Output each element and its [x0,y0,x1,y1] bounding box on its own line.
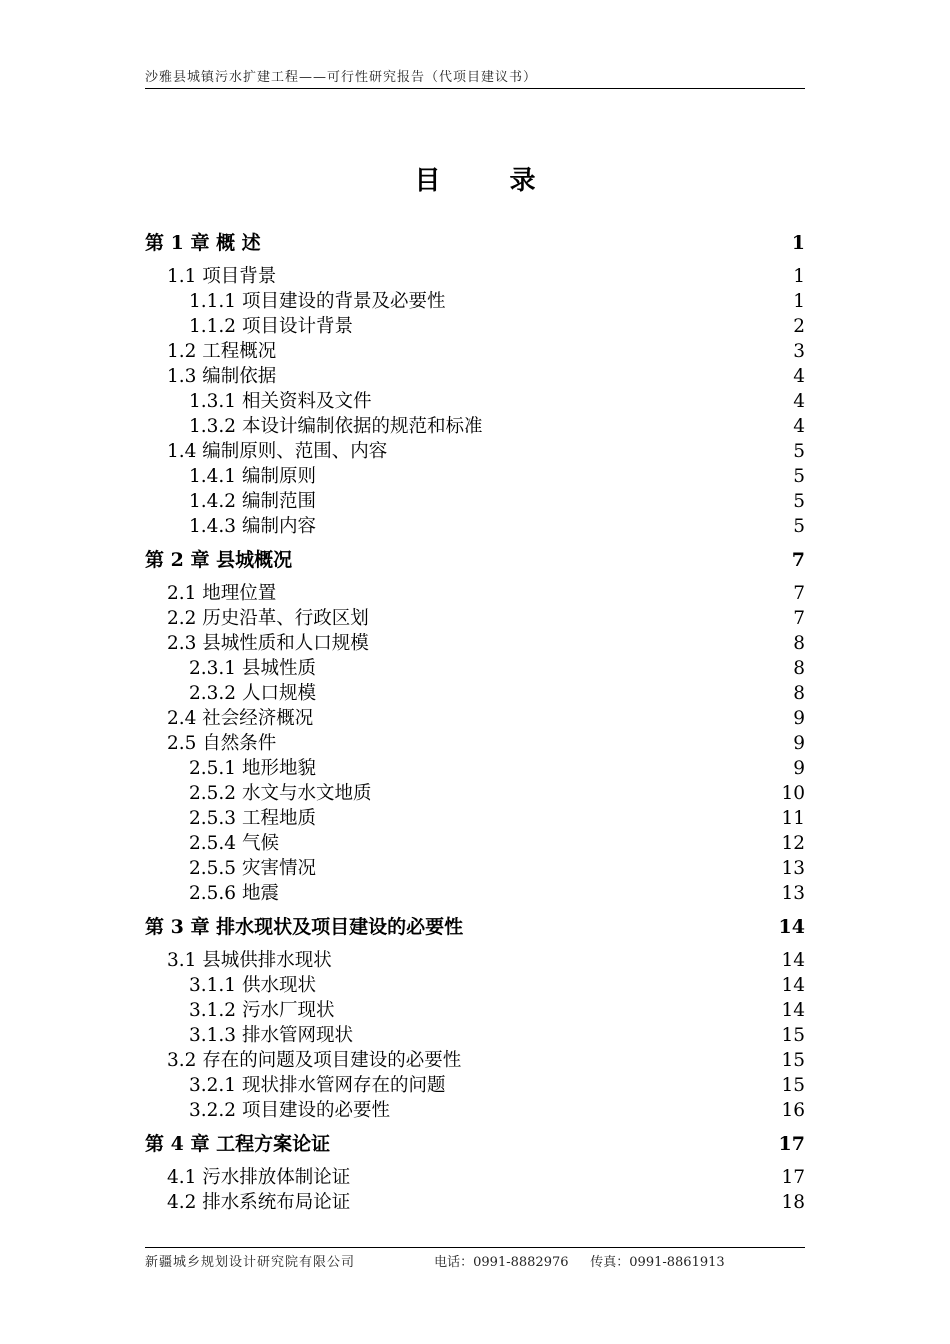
toc-entry-page-number: 8 [793,658,805,679]
toc-entry-sub[interactable] [145,512,805,537]
toc-entry-label: 3.1.3 排水管网现状 [189,1025,353,1046]
toc-entry-page-number: 9 [793,758,805,779]
toc-entry-chapter[interactable] [145,545,805,569]
toc-entry-section[interactable] [145,437,805,462]
toc-entry-section[interactable] [145,1046,805,1071]
toc-entry-page-number: 7 [793,583,805,604]
toc-entry-chapter[interactable] [145,912,805,936]
toc-entry-page-number: 11 [781,808,805,829]
toc-entry-sub[interactable] [145,654,805,679]
toc-entry-page-number: 4 [793,391,805,412]
toc-entry-label: 3.1 县城供排水现状 [167,950,332,971]
toc-entry-page-number: 1 [793,291,805,312]
toc-entry-label: 1.4.3 编制内容 [189,516,316,537]
toc-entry-sub[interactable] [145,804,805,829]
toc-entry-page-number: 15 [781,1025,805,1046]
toc-entry-label: 1.3.2 本设计编制依据的规范和标准 [189,416,483,437]
toc-entry-page-number: 7 [793,608,805,629]
toc-entry-page-number: 13 [781,858,805,879]
toc-entry-section[interactable] [145,946,805,971]
toc-entry-label: 1.3.1 相关资料及文件 [189,391,372,412]
toc-entry-page-number: 13 [781,883,805,904]
toc-entry-page-number: 17 [781,1167,805,1188]
toc-entry-label: 1.4.2 编制范围 [189,491,316,512]
toc-entry-sub[interactable] [145,779,805,804]
toc-entry-label: 3.2.1 现状排水管网存在的问题 [189,1075,446,1096]
page-footer [145,1247,805,1270]
toc-entry-label: 3.2.2 项目建设的必要性 [189,1100,390,1121]
toc-entry-label: 1.4 编制原则、范围、内容 [167,441,388,462]
toc-entry-label: 2.5.2 水文与水文地质 [189,783,372,804]
toc-entry-page-number: 15 [781,1050,805,1071]
toc-entry-label: 1.3 编制依据 [167,366,277,387]
toc-entry-section[interactable] [145,362,805,387]
toc-entry-label: 2.4 社会经济概况 [167,708,314,729]
toc-entry-sub[interactable] [145,387,805,412]
table-of-contents [145,228,805,1213]
toc-entry-label: 2.5.3 工程地质 [189,808,316,829]
toc-entry-page-number: 1 [793,266,805,287]
toc-entry-page-number: 14 [778,916,805,938]
toc-entry-section[interactable] [145,629,805,654]
toc-entry-section[interactable] [145,729,805,754]
toc-entry-page-number: 17 [778,1133,805,1155]
toc-entry-label: 4.1 污水排放体制论证 [167,1167,351,1188]
toc-entry-label: 第 1 章 概 述 [145,232,261,254]
toc-entry-section[interactable] [145,1163,805,1188]
toc-entry-sub[interactable] [145,829,805,854]
toc-entry-label: 1.4.1 编制原则 [189,466,316,487]
toc-entry-page-number: 7 [791,549,805,571]
toc-entry-label: 2.5.6 地震 [189,883,279,904]
toc-entry-label: 2.5 自然条件 [167,733,277,754]
toc-entry-page-number: 18 [781,1192,805,1213]
toc-entry-label: 2.1 地理位置 [167,583,277,604]
toc-entry-sub[interactable] [145,754,805,779]
toc-entry-label: 1.1.2 项目设计背景 [189,316,353,337]
toc-entry-label: 1.2 工程概况 [167,341,277,362]
toc-entry-page-number: 14 [781,950,805,971]
toc-entry-sub[interactable] [145,854,805,879]
toc-entry-page-number: 5 [793,466,805,487]
footer-telephone: 电话：0991-8882976 [434,1255,569,1270]
toc-entry-label: 3.1.1 供水现状 [189,975,316,996]
toc-entry-sub[interactable] [145,879,805,904]
toc-entry-label: 2.5.5 灾害情况 [189,858,316,879]
toc-entry-section[interactable] [145,1188,805,1213]
toc-entry-label: 2.5.4 气候 [189,833,279,854]
toc-entry-page-number: 2 [793,316,805,337]
toc-entry-label: 3.2 存在的问题及项目建设的必要性 [167,1050,462,1071]
toc-entry-section[interactable] [145,604,805,629]
toc-entry-page-number: 5 [793,516,805,537]
toc-entry-page-number: 9 [793,733,805,754]
toc-entry-label: 1.1.1 项目建设的背景及必要性 [189,291,446,312]
toc-entry-sub[interactable] [145,462,805,487]
page-header: 沙雅县城镇污水扩建工程——可行性研究报告（代项目建议书） [145,66,805,89]
toc-entry-label: 3.1.2 污水厂现状 [189,1000,335,1021]
toc-entry-section[interactable] [145,337,805,362]
toc-entry-label: 第 4 章 工程方案论证 [145,1133,331,1155]
toc-entry-label: 2.2 历史沿革、行政区划 [167,608,369,629]
toc-entry-sub[interactable] [145,1021,805,1046]
toc-entry-page-number: 5 [793,441,805,462]
toc-entry-sub[interactable] [145,996,805,1021]
toc-entry-chapter[interactable] [145,228,805,252]
footer-fax: 传真：0991-8861913 [590,1255,725,1270]
toc-entry-sub[interactable] [145,679,805,704]
toc-entry-page-number: 5 [793,491,805,512]
toc-entry-page-number: 14 [781,975,805,996]
page-title: 目 录 [414,166,566,196]
toc-entry-page-number: 14 [781,1000,805,1021]
toc-entry-sub[interactable] [145,1071,805,1096]
toc-entry-sub[interactable] [145,971,805,996]
toc-entry-label: 4.2 排水系统布局论证 [167,1192,351,1213]
toc-entry-label: 2.3 县城性质和人口规模 [167,633,369,654]
toc-entry-page-number: 4 [793,366,805,387]
toc-entry-section[interactable] [145,579,805,604]
toc-entry-page-number: 8 [793,683,805,704]
toc-entry-section[interactable] [145,262,805,287]
toc-entry-label: 1.1 项目背景 [167,266,277,287]
toc-entry-label: 2.5.1 地形地貌 [189,758,316,779]
toc-entry-label: 2.3.2 人口规模 [189,683,316,704]
toc-entry-sub[interactable] [145,287,805,312]
toc-entry-section[interactable] [145,704,805,729]
toc-entry-sub[interactable] [145,412,805,437]
toc-entry-page-number: 4 [793,416,805,437]
toc-entry-label: 第 3 章 排水现状及项目建设的必要性 [145,916,464,938]
toc-entry-page-number: 15 [781,1075,805,1096]
toc-entry-page-number: 10 [781,783,805,804]
toc-entry-label: 第 2 章 县城概况 [145,549,293,571]
toc-entry-page-number: 12 [781,833,805,854]
toc-entry-page-number: 3 [793,341,805,362]
toc-entry-sub[interactable] [145,312,805,337]
footer-organization: 新疆城乡规划设计研究院有限公司 [145,1255,356,1270]
toc-entry-sub[interactable] [145,1096,805,1121]
toc-entry-sub[interactable] [145,487,805,512]
toc-entry-page-number: 9 [793,708,805,729]
toc-entry-page-number: 8 [793,633,805,654]
toc-entry-label: 2.3.1 县城性质 [189,658,316,679]
toc-entry-chapter[interactable] [145,1129,805,1153]
toc-entry-page-number: 16 [781,1100,805,1121]
toc-entry-page-number: 1 [791,232,805,254]
